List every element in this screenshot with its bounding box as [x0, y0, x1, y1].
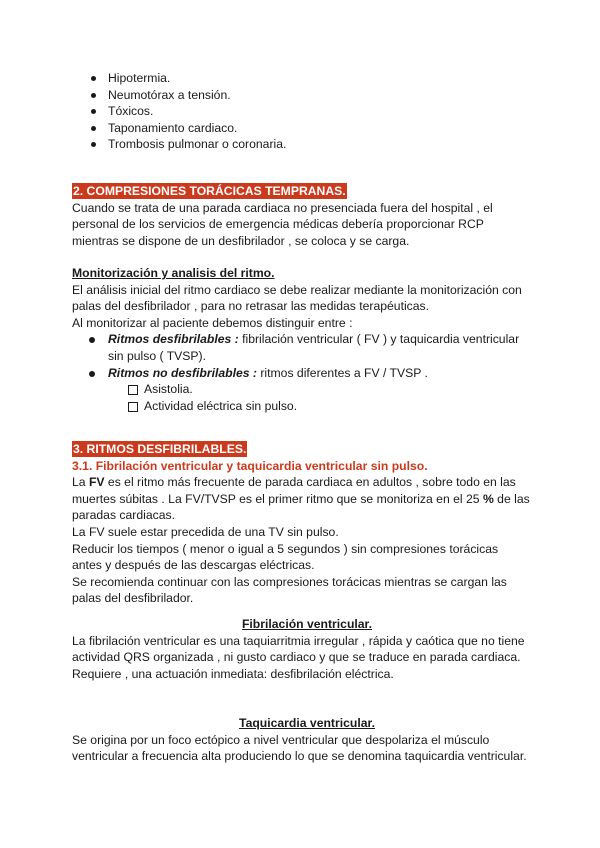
paragraph-line: palas del desfibrilador. [72, 591, 194, 606]
paragraph-line: La fibrilación ventricular es una taquiarritmia irregular , rápida y caótica que no tiene [72, 633, 525, 648]
section-fibrilacion [72, 616, 542, 682]
subsection-heading: 3.1. Fibrilación ventricular y taquicardia ventricular sin pulso. [72, 458, 428, 473]
paragraph-line: Cuando se trata de una parada cardiaca no presenciada fuera del hospital , el [72, 200, 493, 215]
paragraph-line: Se recomienda continuar con las compresiones torácicas mientras se cargan las [72, 574, 507, 589]
section-ritmos [72, 441, 542, 607]
paragraph-line: mientras se dispone de un desfibrilador , se coloca y se carga. [72, 233, 410, 248]
item-lead: Ritmos desfibrilables : [108, 332, 239, 347]
section-taquicardia [72, 715, 542, 765]
paragraph-line: Reducir los tiempos ( menor o igual a 5 segundos ) sin compresiones torácicas [72, 541, 499, 556]
list-item [72, 365, 532, 382]
list-item: Taponamiento cardiaco. [72, 120, 532, 137]
paragraph-line: Se origina por un foco ectópico a nivel ventricular que despolariza el músculo [72, 732, 490, 747]
paragraph-line: personal de los servicios de emergencia médicas debería proporcionar RCP [72, 217, 484, 232]
paragraph-line: El análisis inicial del ritmo cardiaco se debe realizar mediante la monitorización con [72, 282, 522, 297]
section-monitorizacion [72, 265, 532, 414]
list-item: Trombosis pulmonar o coronaria. [72, 136, 532, 153]
item-text: fibrilación ventricular ( FV ) y taquicardia ventricular [238, 332, 520, 347]
paragraph-line: Requiere , una actuación inmediata: desfibrilación eléctrica. [72, 666, 394, 681]
section-compresiones [72, 183, 532, 249]
paragraph-line: actividad QRS organizada , ni gusto cardiaco y que se traduce en parada cardiaca. [72, 650, 521, 665]
list-item [72, 398, 532, 415]
section-heading: 2. COMPRESIONES TORÁCICAS TEMPRANAS. [73, 184, 346, 198]
item-lead: Ritmos no desfibrilables : [108, 365, 257, 380]
item-text: ritmos diferentes a FV / TVSP . [256, 365, 428, 380]
paragraph-line: paradas cardiacas. [72, 508, 175, 523]
list-item: Neumotórax a tensión. [72, 87, 532, 104]
item-text-cont: sin pulso ( TVSP). [108, 348, 206, 363]
subsection-heading: Taquicardia ventricular. [239, 716, 375, 730]
causes-list [72, 70, 532, 153]
paragraph-line: La FV suele estar precedida de una TV sin pulso. [72, 524, 339, 539]
item-text: Actividad eléctrica sin pulso. [144, 398, 298, 413]
list-item [72, 331, 532, 364]
paragraph-line: Al monitorizar al paciente debemos distinguir entre : [72, 315, 353, 330]
section-heading: 3. RITMOS DESFIBRILABLES. [73, 442, 247, 456]
checkbox-bullet-icon [128, 402, 138, 412]
subsection-heading: Fibrilación ventricular. [241, 617, 373, 631]
subsection-heading: Monitorización y analisis del ritmo. [72, 266, 275, 280]
paragraph-line: La FV es el ritmo más frecuente de parada cardiaca en adultos , sobre todo en las [72, 475, 516, 490]
list-item: Hipotermia. [72, 70, 532, 87]
rhythm-list [72, 331, 532, 381]
sub-list [72, 381, 532, 414]
checkbox-bullet-icon [128, 385, 138, 395]
causes-section [72, 70, 532, 153]
paragraph-line: muertes súbitas . La FV/TVSP es el primer ritmo que se monitoriza en el 25 % de las [72, 491, 530, 506]
paragraph-line: antes y después de las descargas eléctricas. [72, 558, 315, 573]
list-item: Tóxicos. [72, 103, 532, 120]
item-text: Asistolia. [144, 382, 193, 397]
paragraph-line: ventricular a frecuencia alta produciendo lo que se denomina taquicardia ventricular. [72, 749, 527, 764]
list-item [72, 381, 532, 398]
paragraph-line: palas del desfibrilador , para no retrasar las medidas terapéuticas. [72, 299, 430, 314]
